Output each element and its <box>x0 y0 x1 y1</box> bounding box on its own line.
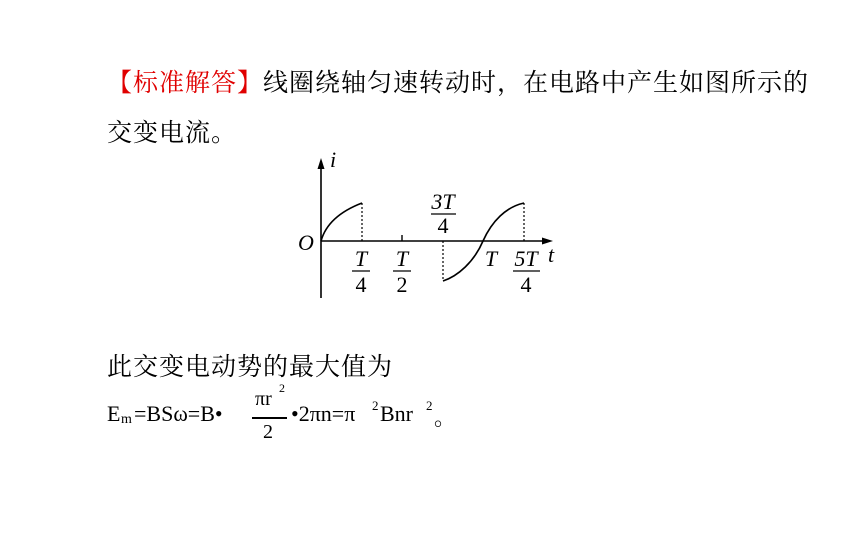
x-axis-label: t <box>548 242 555 267</box>
formula-frac-num: πr <box>255 388 272 410</box>
label-t2-num: T <box>395 246 409 271</box>
formula-sup-a: 2 <box>372 398 379 413</box>
label-5t4-den: 4 <box>520 272 532 297</box>
label-3t4-den: 4 <box>437 213 449 238</box>
curve-segment-1 <box>321 203 362 241</box>
y-axis-label: i <box>330 147 337 172</box>
formula-frac-den: 2 <box>263 421 273 443</box>
label-3t4-num: 3T <box>431 189 455 214</box>
answer-text-1: 线圈绕轴匀速转动时，在电路中产生如图所示的 <box>263 68 810 97</box>
answer-tag: 【标准解答】 <box>107 68 264 97</box>
formula-frac-num-sup: 2 <box>279 381 285 395</box>
origin-label: O <box>298 230 314 255</box>
formula-end: 。 <box>434 405 457 430</box>
formula-frac-bar <box>252 417 287 419</box>
label-t2-den: 2 <box>396 272 408 297</box>
label-5t4-num: 5T <box>514 246 538 271</box>
label-t4-num: T <box>354 246 368 271</box>
formula-part2: •2πn=π <box>291 401 356 426</box>
formula-sup-b: 2 <box>426 398 433 413</box>
answer-text-3: 此交变电动势的最大值为 <box>107 352 394 381</box>
formula-e: E <box>107 401 121 426</box>
y-axis-arrow <box>318 158 325 169</box>
label-t: T <box>484 246 498 271</box>
label-t4-den: 4 <box>355 272 367 297</box>
answer-text-2: 交变电流。 <box>107 118 238 147</box>
formula-sub-m: m <box>121 412 132 427</box>
formula-part3: Bnr <box>380 401 413 426</box>
formula-part1: =BSω=B• <box>134 401 223 426</box>
answer-line-3 <box>107 352 393 382</box>
curve-segment-2 <box>443 203 524 281</box>
